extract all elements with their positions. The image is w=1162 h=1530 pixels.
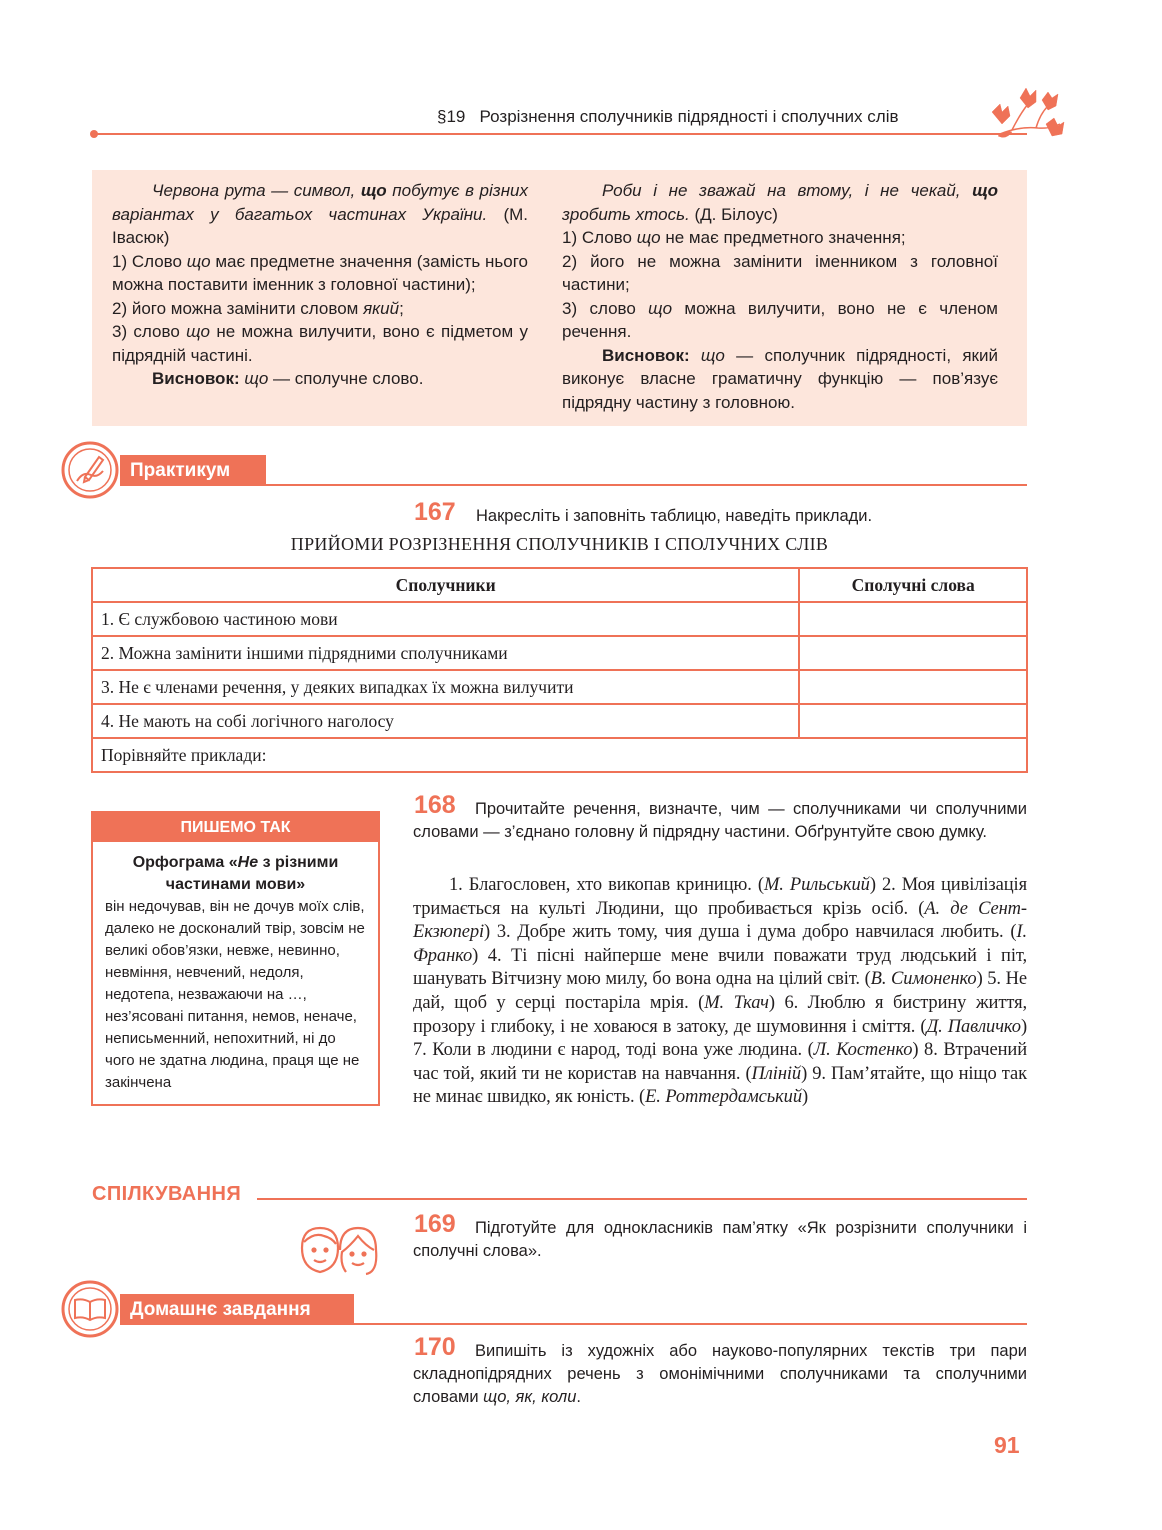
sentence-author: І. Франко [413, 922, 1027, 966]
sentence: ) [1020, 1016, 1027, 1037]
point-text: що [186, 251, 211, 271]
homework-book-icon [61, 1280, 119, 1338]
point-text: 2) його можна замінити словом [112, 298, 364, 318]
sentence: 5. Не дай, щоб у серці постаріла мрія. ( [413, 969, 1027, 1013]
table-cell-empty [799, 602, 1027, 636]
table-header-row [92, 568, 1027, 602]
conclusion-label: Висновок: [602, 345, 690, 365]
point-text: 1) Слово [562, 228, 637, 247]
methods-table [91, 567, 1028, 773]
practicum-pencil-icon [61, 441, 119, 499]
example-author: (М. Івасюк) [112, 204, 528, 247]
table-cell: 1. Є службовою частиною мови [92, 602, 799, 636]
exercise-text: Накресліть і заповніть таблицю, наведіть приклади. [476, 507, 873, 525]
note-title-part: з різними частинами мови» [165, 854, 339, 893]
exercise-number: 169 [414, 1210, 456, 1238]
exercise-text-part: . [576, 1388, 581, 1406]
point-text: 1) Слово [112, 251, 187, 271]
sentence: 4. Ті пісні найперше мене вчили поважати труд людський і піт, шанувать Вітчизну мою милу, бо вона одна на цілий світ. ( [413, 945, 1027, 990]
table-footer-cell: Порівняйте приклади: [92, 738, 1027, 772]
example-comparison-box [92, 170, 1027, 426]
practicum-label: Практикум [120, 455, 266, 486]
spelling-note-box [91, 811, 380, 1106]
sentence-author: М. Ткач [704, 992, 769, 1013]
column-header: Сполучники [92, 568, 799, 602]
table-cell: 2. Можна замінити іншими підрядними сполучниками [92, 636, 799, 670]
sentence: 7. Коли в людини є народ, тоді вона уже людина. ( [413, 1040, 814, 1061]
sentence: ) [912, 1040, 919, 1061]
point-text: 3) слово [112, 322, 187, 341]
sentence: 1. Благословен, хто викопав криницю. ( [449, 875, 764, 895]
table-footer-row [92, 738, 1027, 772]
sentence-author: Л. Костенко [813, 1040, 913, 1061]
table-title: ПРИЙОМИ РОЗРІЗНЕННЯ СПОЛУЧНИКІВ І СПОЛУЧНИХ СЛІВ [290, 534, 829, 554]
conclusion-text: — сполучне слово. [268, 369, 424, 388]
sentence: 8. Втрачений час той, який ти не користав на навчання. ( [413, 1040, 1027, 1084]
table-cell-empty [799, 670, 1027, 704]
page-number: 91 [994, 1432, 1020, 1458]
example-quote: зробить хтось. [562, 204, 690, 224]
point-text: що [186, 322, 211, 341]
exercise-text-part: Випишіть із художніх або науково-популярних текстів три пари складнопідрядних речень з омонімічними сполучниками та сполучними словами [413, 1342, 1027, 1406]
page-header-title [437, 107, 899, 127]
communication-faces-icon [296, 1222, 382, 1278]
sentence-author: М. Рильський [763, 875, 870, 895]
table-cell-empty [799, 636, 1027, 670]
section-title: Розрізнення сполучників підрядності і сполучних слів [479, 107, 899, 126]
example-quote: Червона рута — символ, [152, 181, 361, 200]
communication-line [257, 1198, 1027, 1200]
sentence-author: А. де Сент-Екзюпері [413, 898, 1027, 943]
conclusion-text: що [700, 345, 725, 365]
table-row [92, 602, 1027, 636]
point-text: 2) його не можна замінити іменником з головної частини; [562, 251, 998, 294]
example-right-column [562, 179, 998, 414]
table-cell: 4. Не мають на собі логічного наголосу [92, 704, 799, 738]
conclusion-text: що [244, 369, 269, 388]
sentence: 2. Моя цивілізація тримається на культі Людини, що пробивається крізь осіб. ( [413, 875, 1028, 919]
point-text: має предметне значення (замість нього можна поставити іменник з головної частини); [112, 251, 528, 294]
table-row [92, 670, 1027, 704]
sentence: ) [869, 875, 876, 895]
point-text: не можна вилучити, воно є підметом у підрядній частині. [112, 322, 529, 365]
homework-label: Домашнє завдання [120, 1294, 354, 1325]
point-text: що [648, 298, 673, 318]
flowers-decoration-icon [990, 84, 1068, 146]
exercise-text: Прочитайте речення, визначте, чим — сполучниками чи сполучними словами — з’єднано головну й підрядну частини. Обґрунтуйте свою думку. [413, 800, 1027, 841]
example-author: (Д. Білоус) [689, 204, 778, 224]
table-row [92, 636, 1027, 670]
note-title [93, 852, 378, 896]
example-keyword: що [972, 181, 998, 200]
note-title-part: Не [237, 854, 259, 871]
sentence: ) [801, 1087, 809, 1108]
example-quote: побутує в різних варіантах у багатьох частинах України. [112, 181, 529, 224]
point-text: ; [399, 298, 404, 318]
exercise-text: Підготуйте для однокласників пам’ятку «Як розрізнити сполучники і сполучні слова». [413, 1219, 1027, 1260]
sentence-author: Е. Роттердамський [645, 1087, 802, 1108]
note-header: ПИШЕМО ТАК [93, 813, 378, 842]
table-row [92, 704, 1027, 738]
exercise-text-part: що, як, коли [483, 1388, 577, 1406]
point-text: не має предметного значення; [660, 228, 906, 247]
sentence-author: В. Симоненко [870, 969, 977, 990]
practicum-line [266, 484, 1027, 486]
example-keyword: що [360, 181, 387, 200]
exercise-sentences [413, 874, 1027, 1110]
section-number: §19 [437, 107, 466, 126]
exercise-number: 170 [414, 1333, 456, 1361]
sentence: 3. Добре жить тому, чия душа і дума добро навчилася любить. ( [490, 922, 1017, 943]
note-body: він недочував, він не дочув моїх слів, далеко не досконалий твір, зовсім не великі обов’язки, невже, невинно, невміння, невчений, недоля, недотепа, незважаючи на …, нез’ясовані питання, немов, неначе, неписьменний, непохитний, ні до чого не здатна людина, праця ще не закінчена [105, 898, 365, 1091]
exercise-number: 168 [414, 791, 456, 819]
point-text: 3) слово [562, 298, 649, 318]
sentence: 6. Люблю я бистрину життя, прозору і глибоку, і не ховаюся в затоку, де шумовиння і сміття. ( [413, 992, 1028, 1037]
header-line [92, 133, 1027, 135]
sentence: ) [472, 945, 479, 966]
sentence: ) [801, 1063, 808, 1084]
table-cell: 3. Не є членами речення, у деяких випадках їх можна вилучити [92, 670, 799, 704]
sentence-author: Д. Павличко [926, 1016, 1021, 1037]
example-left-column [112, 179, 528, 391]
sentence: ) [768, 992, 775, 1013]
example-quote: Роби і не зважай на втому, і не чекай, [602, 181, 973, 200]
point-text: що [636, 228, 661, 247]
communication-label: СПІЛКУВАННЯ [92, 1183, 242, 1205]
sentence: ) [484, 922, 491, 943]
homework-line [354, 1323, 1027, 1325]
exercise-text [413, 1340, 1027, 1409]
conclusion-label: Висновок: [152, 369, 240, 388]
conclusion-text: — сполучник підрядності, який виконує власне граматичну функцію — пов’язує підрядну частину з головною. [562, 345, 998, 412]
exercise-number: 167 [414, 498, 456, 526]
note-title-part: Орфограма « [132, 854, 238, 871]
sentence: ) [976, 969, 983, 990]
point-text: який [363, 298, 400, 318]
table-cell-empty [799, 704, 1027, 738]
column-header: Сполучні слова [799, 568, 1027, 602]
sentence: 9. Пам’ятайте, що ніщо так не минає швидко, як юність. ( [413, 1063, 1027, 1108]
sentence-author: Пліній [751, 1063, 802, 1084]
point-text: можна вилучити, воно не є членом речення. [562, 298, 998, 341]
